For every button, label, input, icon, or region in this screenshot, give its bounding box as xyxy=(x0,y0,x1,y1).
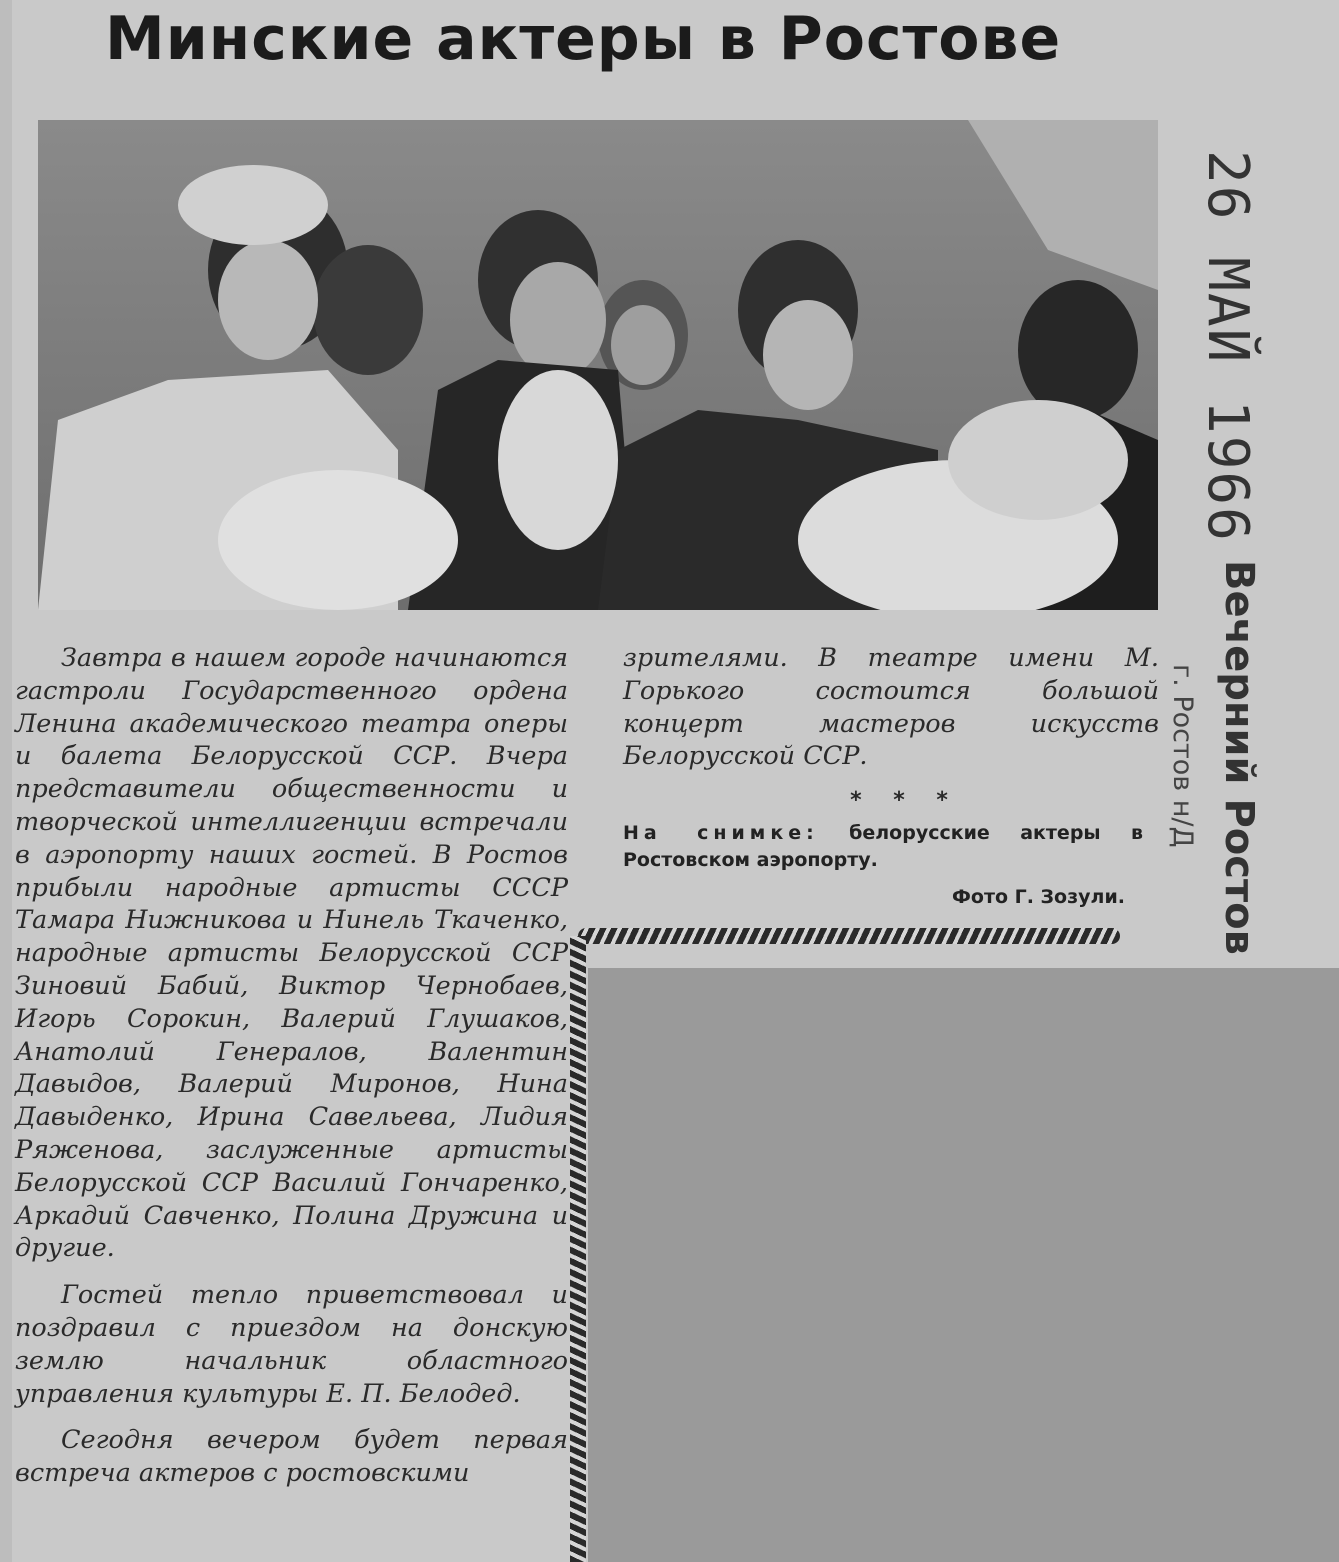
article-paragraph: зрителями. В театре имени М. Горького состоится большой концерт мастеров искусств Белорусской ССР. xyxy=(623,643,1159,772)
background-paper xyxy=(588,968,1339,1562)
photo-icon xyxy=(38,120,1158,610)
clipping-edge xyxy=(0,0,12,1562)
news-photo xyxy=(38,120,1158,610)
article-paragraph: Сегодня вечером будет первая встреча актеров с ростовскими xyxy=(15,1425,568,1489)
city-stamp: г. Ростов н/Д xyxy=(1167,664,1198,848)
border-rule-horizontal xyxy=(578,928,1120,944)
article-right-column xyxy=(623,642,1159,773)
separator: * * * xyxy=(850,788,960,813)
caption-lead: На снимке: xyxy=(623,822,819,844)
date-stamp: 26 МАЙ 1966 xyxy=(1195,150,1260,543)
article-left-column xyxy=(15,642,568,1490)
article-paragraph: Гостей тепло приветствовал и поздравил с приездом на донскую землю начальник областного управления культуры Е. П. Белодед. xyxy=(15,1280,568,1409)
caption-text: белорусские актеры в Ростовском аэропорту. xyxy=(623,822,1143,871)
photo-caption xyxy=(623,820,1143,874)
newspaper-stamp: Вечерний Ростов xyxy=(1216,560,1262,955)
headline: Минские актеры в Ростове xyxy=(105,4,1062,74)
border-rule-vertical xyxy=(570,936,586,1562)
article-paragraph: Завтра в нашем городе начинаются гастроли Государственного ордена Ленина академического театра оперы и балета Белорусской ССР. Вчера представители общественности и творческой интеллигенции встречали в аэропорту наших гостей. В Ростов прибыли народные артисты СССР Тамара Нижникова и Нинель Ткаченко, народные артисты Белорусской ССР Зиновий Бабий, Виктор Чернобаев, Игорь Сорокин, Валерий Глушаков, Анатолий Генералов, Валентин Давыдов, Валерий Миронов, Нина Давыденко, Ирина Савельева, Лидия Ряженова, заслуженные артисты Белорусской ССР Василий Гончаренко, Аркадий Савченко, Полина Дружина и другие. xyxy=(15,643,568,1264)
photo-credit: Фото Г. Зозули. xyxy=(952,886,1125,908)
